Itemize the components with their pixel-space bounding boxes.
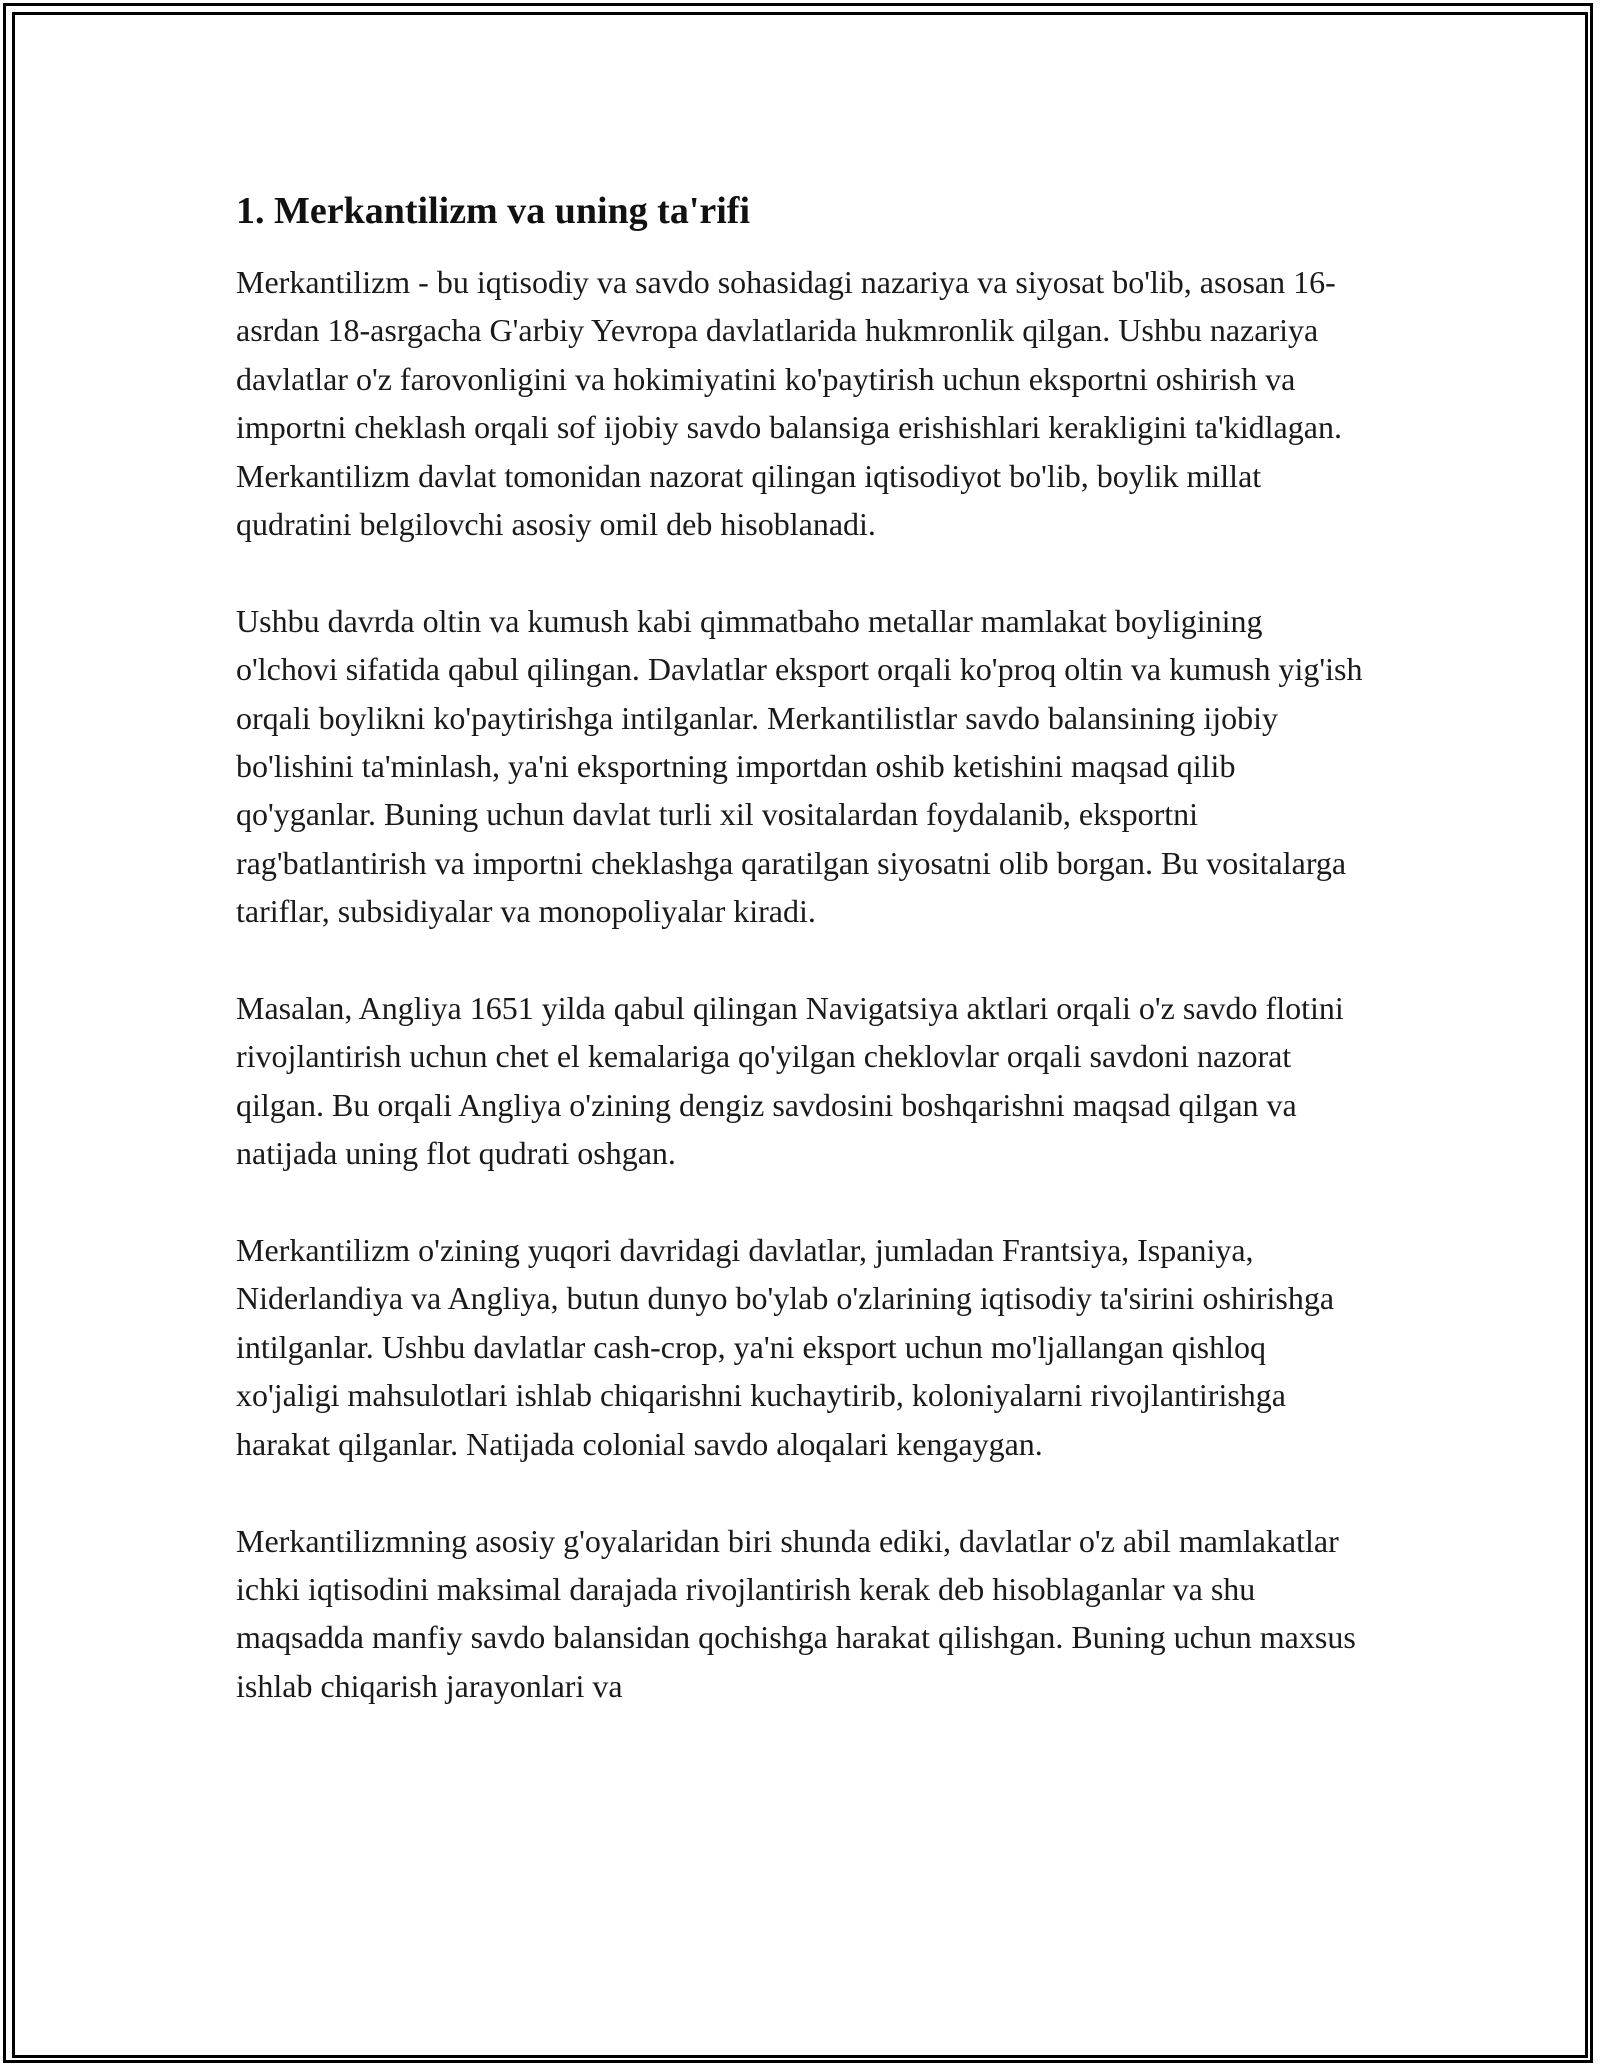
paragraph-1: Merkantilizm - bu iqtisodiy va savdo sohasidagi nazariya va siyosat bo'lib, asosan 16-asrdan 18-asrgacha G'arbiy Yevropa davlatlarida hukmronlik qilgan. Ushbu nazariya davlatlar o'z farovonligini va hokimiyatini ko'paytirish uchun eksportni oshirish va importni cheklash orqali sof ijobiy savdo balansiga erishishlari kerakligini ta'kidlagan. Merkantilizm davlat tomonidan nazorat qilingan iqtisodiyot bo'lib, boylik millat qudratini belgilovchi asosiy omil deb hisoblanadi. (236, 264, 1342, 543)
paragraph-4: Merkantilizm o'zining yuqori davridagi davlatlar, jumladan Frantsiya, Ispaniya, Niderlandiya va Angliya, butun dunyo bo'ylab o'zlarining iqtisodiy ta'sirini oshirishga intilganlar. Ushbu davlatlar cash-crop, ya'ni eksport uchun mo'ljallangan qishloq xo'jaligi mahsulotlari ishlab chiqarishni kuchaytirib, koloniyalarni rivojlantirishga harakat qilganlar. Natijada colonial savdo aloqalari kengaygan. (236, 1232, 1335, 1462)
paragraph-3: Masalan, Angliya 1651 yilda qabul qilingan Navigatsiya aktlari orqali o'z savdo flotini rivojlantirish uchun chet el kemalariga qo'yilgan cheklovlar orqali savdoni nazorat qilgan. Bu orqali Angliya o'zining dengiz savdosini boshqarishni maqsad qilgan va natijada uning flot qudrati oshgan. (236, 990, 1344, 1172)
document-body (236, 186, 1370, 1710)
paragraph-5: Merkantilizmning asosiy g'oyalaridan biri shunda ediki, davlatlar o'z abil mamlakatlar ichki iqtisodini maksimal darajada rivojlantirish kerak deb hisoblaganlar va shu maqsadda manfiy savdo balansidan qochishga harakat qilishgan. Buning uchun maxsus ishlab chiqarish jarayonlari va (236, 1522, 1356, 1704)
section-title: 1. Merkantilizm va uning ta'rifi (236, 190, 751, 232)
paragraph-2: Ushbu davrda oltin va kumush kabi qimmatbaho metallar mamlakat boyligining o'lchovi sifatida qabul qilingan. Davlatlar eksport orqali ko'proq oltin va kumush yig'ish orqali boylikni ko'paytirishga intilganlar. Merkantilistlar savdo balansining ijobiy bo'lishini ta'minlash, ya'ni eksportning importdan oshib ketishini maqsad qilib qo'yganlar. Buning uchun davlat turli xil vositalardan foydalanib, eksportni rag'batlantirish va importni cheklashga qaratilgan siyosatni olib borgan. Bu vositalarga tariflar, subsidiyalar va monopoliyalar kiradi. (236, 602, 1363, 930)
